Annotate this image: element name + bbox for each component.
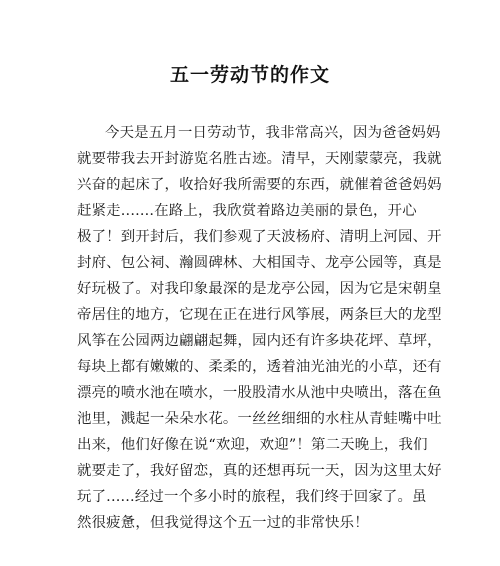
essay-line: 赶紧走.......在路上，我欣赏着路边美丽的景色，开心	[77, 203, 417, 219]
essay-line: 极了！到开封后，我们参观了天波杨府、清明上河园、开	[77, 229, 442, 245]
essay-body	[77, 120, 442, 536]
essay-line: 帝居住的地方，它现在正在进行风筝展，两条巨大的龙型	[77, 307, 442, 323]
essay-line: 好玩极了。对我印象最深的是龙亭公园，因为它是宋朝皇	[77, 281, 442, 297]
essay-line: 出来，他们好像在说“欢迎，欢迎”！第二天晚上，我们	[77, 437, 428, 453]
essay-line: 然很疲惫，但我觉得这个五一过的非常快乐！	[77, 515, 369, 531]
essay-line: 就要带我去开封游览名胜古迹。清早，天刚蒙蒙亮，我就	[77, 151, 442, 167]
essay-line: 今天是五月一日劳动节，我非常高兴，因为爸爸妈妈	[105, 125, 441, 141]
essay-line: 就要走了，我好留恋，真的还想再玩一天，因为这里太好	[77, 463, 442, 479]
essay-line: 池里，溅起一朵朵水花。一丝丝细细的水柱从青蛙嘴中吐	[77, 411, 442, 427]
essay-line: 兴奋的起床了，收拾好我所需要的东西，就催着爸爸妈妈	[77, 177, 442, 193]
essay-line: 漂亮的喷水池在喷水，一股股清水从池中央喷出，落在鱼	[77, 385, 442, 401]
essay-line: 风筝在公园两边翩翩起舞，园内还有许多块花坪、草坪，	[77, 333, 442, 349]
essay-line: 玩了......经过一个多小时的旅程，我们终于回家了。虽	[77, 489, 427, 505]
essay-title: 五一劳动节的作文	[169, 64, 330, 86]
essay-line: 每块上都有嫩嫩的、柔柔的，透着油光油光的小草，还有	[77, 359, 442, 375]
essay-line: 封府、包公祠、瀚圆碑林、大相国寺、龙亭公园等，真是	[77, 255, 442, 271]
